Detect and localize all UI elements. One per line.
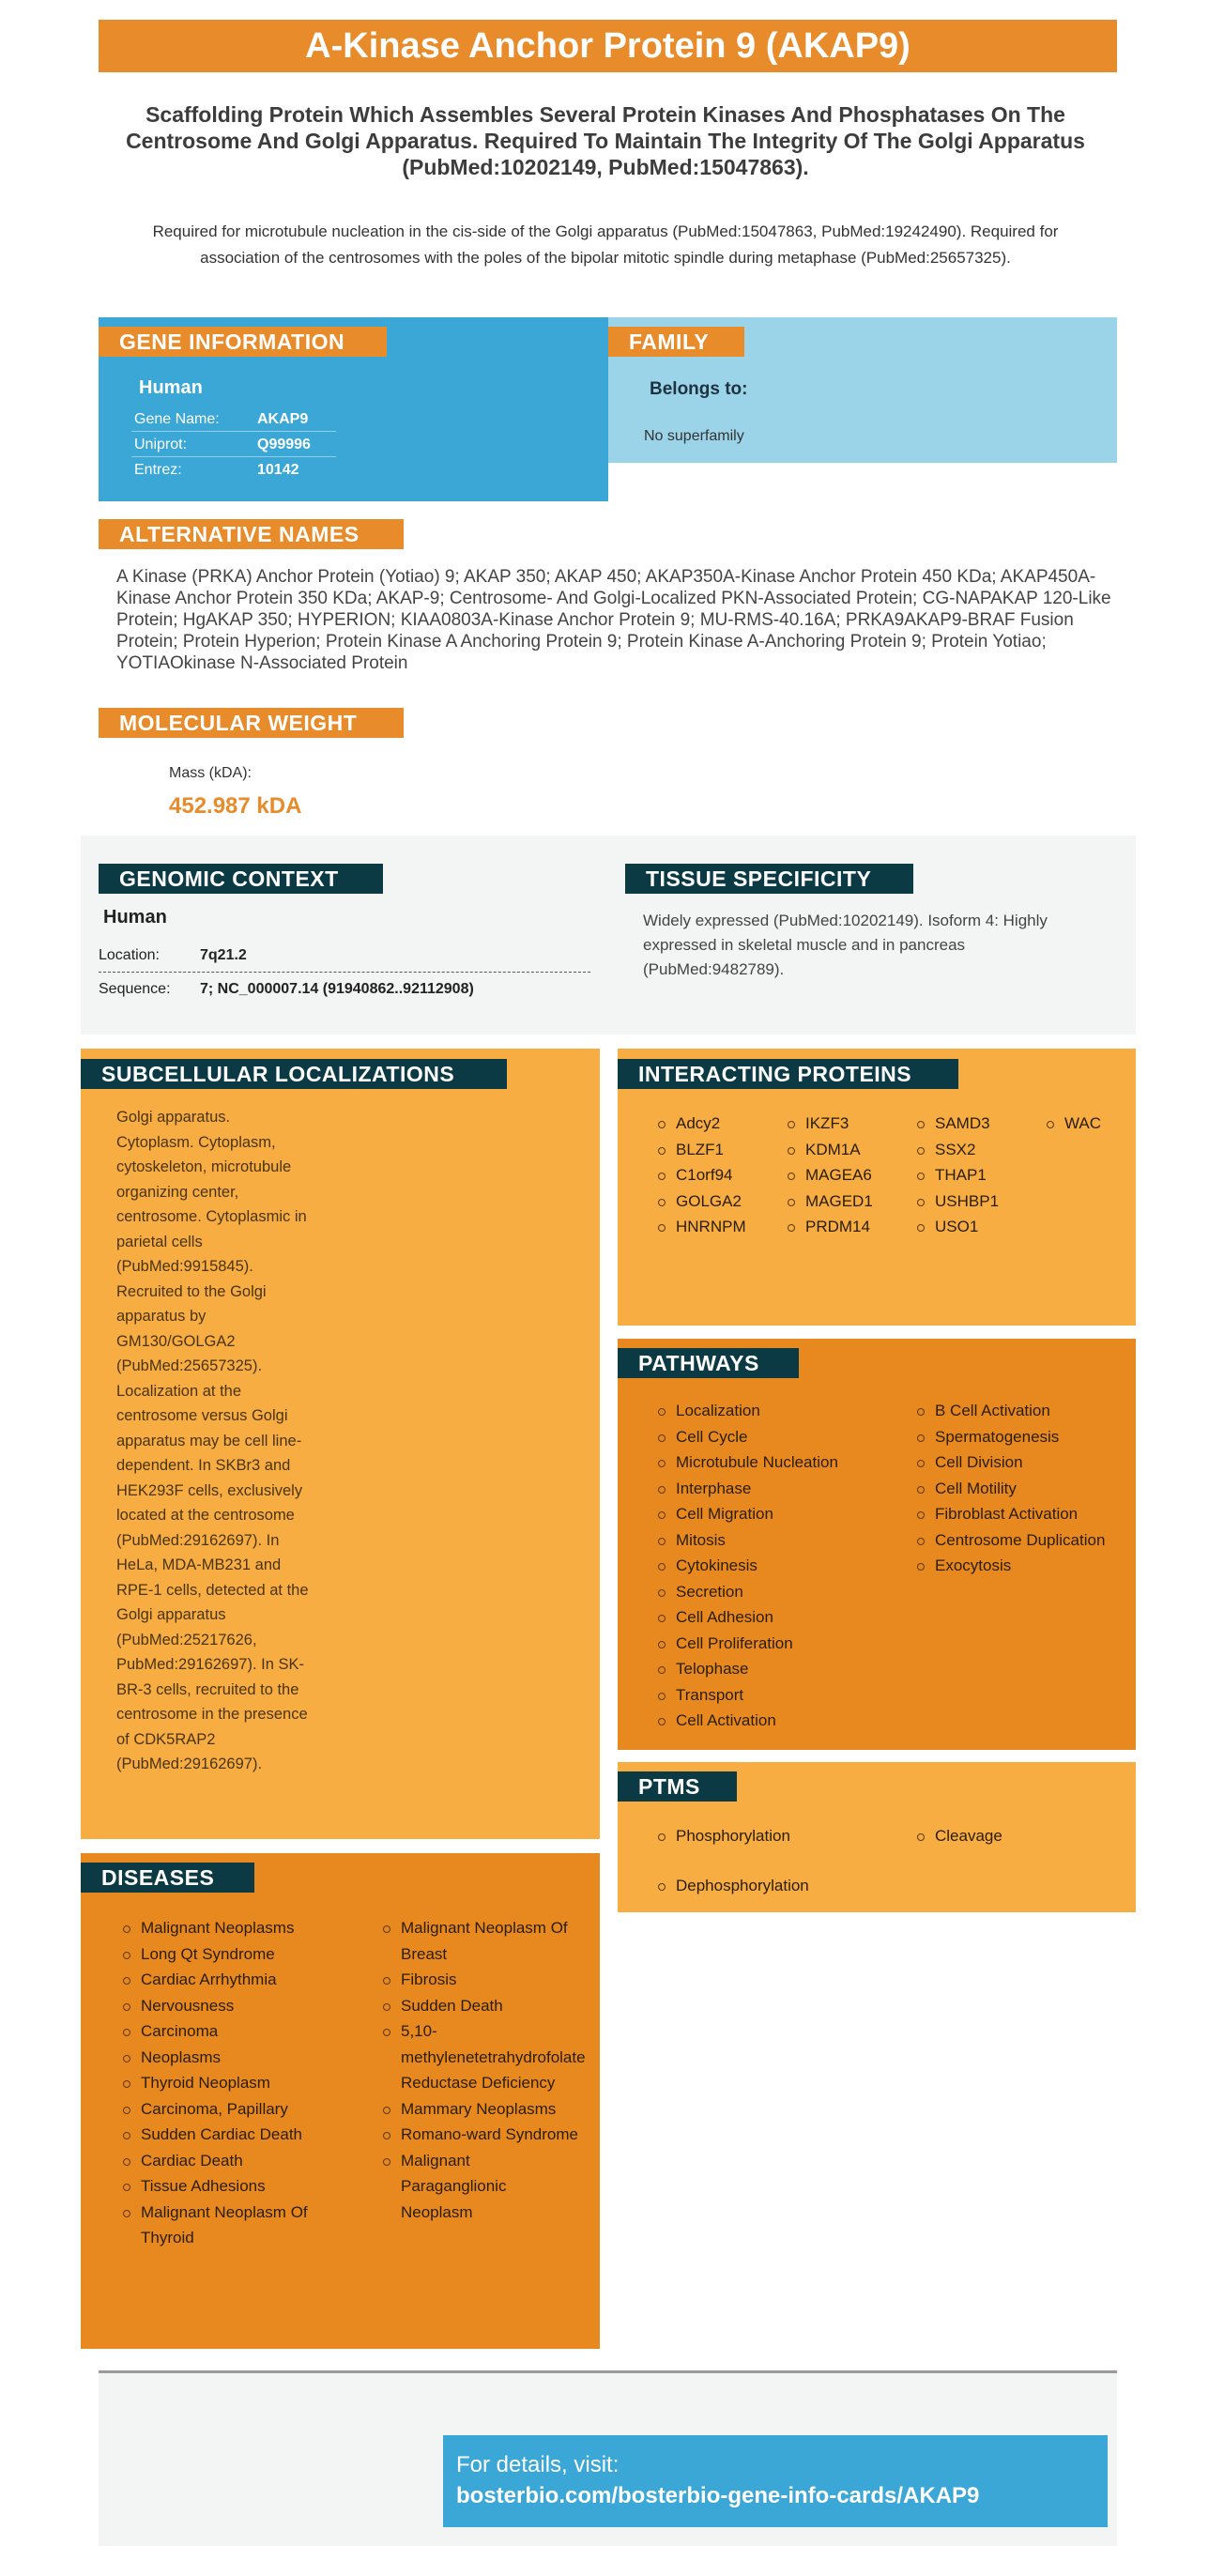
disease-item: Cardiac Arrhythmia bbox=[120, 1967, 345, 1993]
ptm-item: Cleavage bbox=[914, 1823, 1102, 1849]
pathway-item: Cell Cycle bbox=[655, 1424, 909, 1450]
family-heading: FAMILY bbox=[608, 327, 744, 357]
pathway-item: Cytokinesis bbox=[655, 1553, 909, 1579]
disease-item: Mammary Neoplasms bbox=[380, 2096, 594, 2123]
disease-item: Cardiac Death bbox=[120, 2148, 345, 2174]
ptms-list-right bbox=[914, 1823, 1102, 1849]
protein-item: USO1 bbox=[914, 1214, 1036, 1240]
alternative-names-text: A Kinase (PRKA) Anchor Protein (Yotiao) 9; AKAP 350; AKAP 450; AKAP350A-Kinase Anchor Protein 450 KDa; AKAP450A-Kinase Anchor Protein 350 KDa; AKAP-9; Centrosome- And Golgi-Localized PKN-Associated Protein; CG-NAPAKAP 120-Like Protein; HgAKAP 350; HYPERION; KIAA0803A-Kinase Anchor Protein 9; MU-RMS-40.16A; PRKA9AKAP9-BRAF Fusion Protein; Protein Hyperion; Protein Kinase A Anchoring Protein 9; Protein Kinase A-Anchoring Protein 9; Protein Yotiao; YOTIAOkinase N-Associated Protein bbox=[116, 567, 1111, 673]
mass-label: Mass (kDA): bbox=[169, 765, 252, 781]
protein-item: IKZF3 bbox=[785, 1111, 907, 1137]
protein-item: USHBP1 bbox=[914, 1188, 1036, 1215]
genomic-sequence-row bbox=[99, 973, 590, 1006]
subcellular-text: Golgi apparatus. Cytoplasm. Cytoplasm, cytoskeleton, microtubule organizing center, centrosome. Cytoplasmic in parietal cells (PubMed:9915845). Recruited to the Golgi apparatus by GM130/GOLGA2 (PubMed:25657325). Localization at the centrosome versus Golgi apparatus may be cell line-dependent. In SKBr3 and HEK293F cells, exclusively located at the centrosome (PubMed:29162697). In HeLa, MDA-MB231 and RPE-1 cells, detected at the Golgi apparatus (PubMed:25217626, PubMed:29162697). In SK-BR-3 cells, recruited to the centrosome in the presence of CDK5RAP2 (PubMed:29162697). bbox=[116, 1109, 309, 1772]
disease-item: Malignant Neoplasm Of Thyroid bbox=[120, 2200, 317, 2251]
pathway-item: Transport bbox=[655, 1682, 909, 1709]
protein-item: BLZF1 bbox=[655, 1137, 777, 1163]
pathway-item: Spermatogenesis bbox=[914, 1424, 1130, 1450]
tissue-specificity-heading: TISSUE SPECIFICITY bbox=[625, 864, 913, 894]
location-value: 7q21.2 bbox=[200, 946, 247, 963]
protein-summary: Scaffolding Protein Which Assembles Several Protein Kinases And Phosphatases On The Centrosome And Golgi Apparatus. Required To Maintain The Integrity Of The Golgi Apparatus (PubMed:10202149, PubMed:15047863). bbox=[126, 102, 1085, 179]
gene-information-heading: GENE INFORMATION bbox=[99, 327, 387, 357]
pathway-item: B Cell Activation bbox=[914, 1398, 1130, 1424]
genomic-location-row bbox=[99, 939, 590, 973]
proteins-list-col3 bbox=[914, 1111, 1036, 1240]
disease-item: Thyroid Neoplasm bbox=[120, 2070, 345, 2096]
diseases-list-left bbox=[120, 1915, 345, 2251]
pathway-item: Cell Division bbox=[914, 1449, 1130, 1476]
protein-item: Adcy2 bbox=[655, 1111, 777, 1137]
disease-item: 5,10-methylenetetrahydrofolate Reductase Deficiency bbox=[380, 2018, 591, 2096]
genomic-species: Human bbox=[103, 907, 167, 928]
subcellular-heading: SUBCELLULAR LOCALIZATIONS bbox=[81, 1059, 507, 1089]
gene-row-uniprot bbox=[131, 432, 336, 457]
ptm-item: Dephosphorylation bbox=[655, 1873, 899, 1899]
disease-item: Neoplasms bbox=[120, 2045, 345, 2071]
ptms-heading: PTMS bbox=[618, 1771, 737, 1802]
ptm-item: Phosphorylation bbox=[655, 1823, 899, 1849]
sequence-label: Sequence: bbox=[99, 981, 171, 997]
disease-item: Tissue Adhesions bbox=[120, 2173, 345, 2200]
gene-species: Human bbox=[139, 377, 203, 398]
protein-item: THAP1 bbox=[914, 1162, 1036, 1188]
sequence-value: 7; NC_000007.14 (91940862..92112908) bbox=[200, 981, 474, 997]
protein-item: WAC bbox=[1044, 1111, 1128, 1137]
gene-row-value: AKAP9 bbox=[257, 411, 309, 427]
gene-row-key: Uniprot: bbox=[134, 437, 188, 452]
pathway-item: Fibroblast Activation bbox=[914, 1501, 1130, 1527]
protein-item: GOLGA2 bbox=[655, 1188, 777, 1215]
diseases-list-right bbox=[380, 1915, 594, 2225]
tissue-specificity-text: Widely expressed (PubMed:10202149). Isoform 4: Highly expressed in skeletal muscle and in pancreas (PubMed:9482789). bbox=[643, 912, 1048, 978]
pathway-item: Localization bbox=[655, 1398, 909, 1424]
protein-item: SAMD3 bbox=[914, 1111, 1036, 1137]
genomic-context-heading: GENOMIC CONTEXT bbox=[99, 864, 383, 894]
page-title: A-Kinase Anchor Protein 9 (AKAP9) bbox=[99, 20, 1117, 72]
proteins-list-col1 bbox=[655, 1111, 777, 1240]
pathway-item: Exocytosis bbox=[914, 1553, 1130, 1579]
family-belongs-label: Belongs to: bbox=[650, 379, 748, 399]
disease-item: Carcinoma bbox=[120, 2018, 345, 2045]
protein-item: MAGED1 bbox=[785, 1188, 907, 1215]
disease-item: Malignant Neoplasm Of Breast bbox=[380, 1915, 594, 1967]
pathway-item: Cell Activation bbox=[655, 1708, 909, 1734]
gene-row-value: 10142 bbox=[257, 462, 299, 478]
protein-item: HNRNPM bbox=[655, 1214, 777, 1240]
disease-item: Fibrosis bbox=[380, 1967, 594, 1993]
pathway-item: Cell Motility bbox=[914, 1476, 1130, 1502]
protein-item: PRDM14 bbox=[785, 1214, 907, 1240]
pathway-item: Microtubule Nucleation bbox=[655, 1449, 909, 1476]
gene-row-value: Q99996 bbox=[257, 437, 311, 452]
disease-item: Long Qt Syndrome bbox=[120, 1941, 345, 1968]
mass-value: 452.987 kDA bbox=[169, 793, 302, 819]
pathway-item: Secretion bbox=[655, 1579, 909, 1605]
interacting-proteins-heading: INTERACTING PROTEINS bbox=[618, 1059, 958, 1089]
protein-item: MAGEA6 bbox=[785, 1162, 907, 1188]
pathways-list-right bbox=[914, 1398, 1130, 1579]
disease-item: Malignant Neoplasms bbox=[120, 1915, 345, 1941]
molecular-weight-heading: MOLECULAR WEIGHT bbox=[99, 708, 404, 738]
gene-info-table bbox=[131, 406, 336, 483]
alternative-names-heading: ALTERNATIVE NAMES bbox=[99, 519, 404, 549]
disease-item: Romano-ward Syndrome bbox=[380, 2122, 594, 2148]
pathway-item: Centrosome Duplication bbox=[914, 1527, 1130, 1554]
function-description: Required for microtubule nucleation in the cis-side of the Golgi apparatus (PubMed:15047863, PubMed:19242490). Required for association of the centrosomes with the poles of the bipolar mitotic spindle during metaphase (PubMed:25657325). bbox=[152, 222, 1059, 267]
proteins-list-col4 bbox=[1044, 1111, 1128, 1137]
protein-item: SSX2 bbox=[914, 1137, 1036, 1163]
pathways-list-left bbox=[655, 1398, 909, 1734]
gene-row-name bbox=[131, 406, 336, 432]
gene-row-key: Entrez: bbox=[134, 462, 182, 478]
ptms-list-left bbox=[655, 1823, 899, 1898]
details-url-link[interactable]: bosterbio.com/bosterbio-gene-info-cards/AKAP9 bbox=[456, 2483, 980, 2508]
details-visit-label: For details, visit: bbox=[456, 2452, 620, 2477]
pathway-item: Cell Migration bbox=[655, 1501, 909, 1527]
disease-item: Nervousness bbox=[120, 1993, 345, 2019]
location-label: Location: bbox=[99, 946, 160, 963]
protein-item: C1orf94 bbox=[655, 1162, 777, 1188]
pathway-item: Cell Adhesion bbox=[655, 1604, 909, 1631]
pathway-item: Cell Proliferation bbox=[655, 1631, 909, 1657]
details-link-box[interactable] bbox=[443, 2435, 1108, 2527]
pathway-item: Telophase bbox=[655, 1656, 909, 1682]
pathway-item: Mitosis bbox=[655, 1527, 909, 1554]
disease-item: Sudden Death bbox=[380, 1993, 594, 2019]
diseases-heading: DISEASES bbox=[81, 1863, 254, 1893]
pathways-heading: PATHWAYS bbox=[618, 1348, 799, 1378]
pathway-item: Interphase bbox=[655, 1476, 909, 1502]
gene-row-entrez bbox=[131, 457, 336, 483]
protein-item: KDM1A bbox=[785, 1137, 907, 1163]
disease-item: Carcinoma, Papillary bbox=[120, 2096, 345, 2123]
disease-item: Malignant Paraganglionic Neoplasm bbox=[380, 2148, 521, 2226]
gene-row-key: Gene Name: bbox=[134, 411, 220, 427]
proteins-list-col2 bbox=[785, 1111, 907, 1240]
family-value: No superfamily bbox=[644, 428, 744, 444]
disease-item: Sudden Cardiac Death bbox=[120, 2122, 345, 2148]
